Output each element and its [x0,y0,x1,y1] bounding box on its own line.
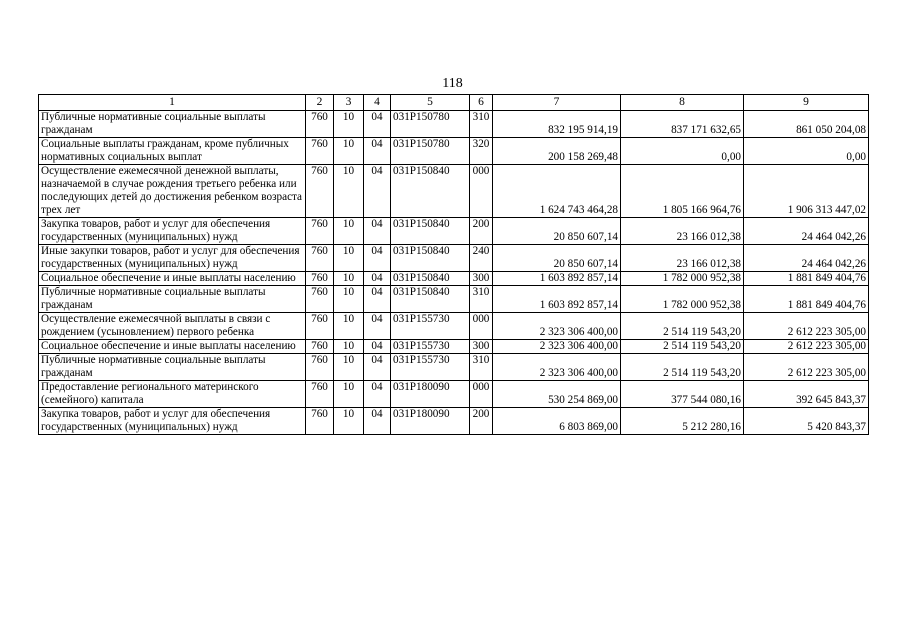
ministry-code-cell: 760 [306,138,334,165]
amount-year1-cell: 2 323 306 400,00 [493,354,621,381]
amount-year3-cell: 1 906 313 447,02 [744,165,869,218]
target-article-cell: 031Р150840 [391,286,470,313]
expense-type-cell: 000 [470,381,493,408]
section-code-cell: 10 [334,313,364,340]
target-article-cell: 031Р180090 [391,408,470,435]
target-article-cell: 031Р150840 [391,218,470,245]
expense-type-cell: 310 [470,111,493,138]
ministry-code-cell: 760 [306,354,334,381]
column-header: 6 [470,95,493,111]
table-row [39,245,869,272]
amount-year2-cell: 1 805 166 964,76 [621,165,744,218]
amount-year3-cell: 1 881 849 404,76 [744,272,869,286]
row-name-cell: Социальное обеспечение и иные выплаты населению [39,340,306,354]
ministry-code-cell: 760 [306,245,334,272]
column-header: 8 [621,95,744,111]
amount-year2-cell: 1 782 000 952,38 [621,286,744,313]
subsection-code-cell: 04 [364,340,391,354]
budget-table [38,94,869,435]
target-article-cell: 031Р150840 [391,245,470,272]
row-name-cell: Закупка товаров, работ и услуг для обеспечения государственных (муниципальных) нужд [39,218,306,245]
section-code-cell: 10 [334,272,364,286]
subsection-code-cell: 04 [364,381,391,408]
amount-year1-cell: 1 603 892 857,14 [493,286,621,313]
expense-type-cell: 320 [470,138,493,165]
amount-year1-cell: 1 603 892 857,14 [493,272,621,286]
section-code-cell: 10 [334,286,364,313]
amount-year3-cell: 1 881 849 404,76 [744,286,869,313]
section-code-cell: 10 [334,111,364,138]
amount-year3-cell: 861 050 204,08 [744,111,869,138]
subsection-code-cell: 04 [364,138,391,165]
ministry-code-cell: 760 [306,313,334,340]
row-name-cell: Публичные нормативные социальные выплаты гражданам [39,286,306,313]
expense-type-cell: 300 [470,272,493,286]
amount-year1-cell: 530 254 869,00 [493,381,621,408]
table-row [39,165,869,218]
column-header: 2 [306,95,334,111]
section-code-cell: 10 [334,138,364,165]
subsection-code-cell: 04 [364,408,391,435]
amount-year1-cell: 2 323 306 400,00 [493,340,621,354]
column-header: 7 [493,95,621,111]
amount-year2-cell: 377 544 080,16 [621,381,744,408]
amount-year2-cell: 23 166 012,38 [621,218,744,245]
section-code-cell: 10 [334,354,364,381]
table-row [39,138,869,165]
subsection-code-cell: 04 [364,218,391,245]
column-header: 5 [391,95,470,111]
row-name-cell: Иные закупки товаров, работ и услуг для обеспечения государственных (муниципальных) нужд [39,245,306,272]
amount-year3-cell: 2 612 223 305,00 [744,340,869,354]
page-number: 118 [442,76,463,91]
expense-type-cell: 240 [470,245,493,272]
section-code-cell: 10 [334,381,364,408]
amount-year2-cell: 2 514 119 543,20 [621,340,744,354]
ministry-code-cell: 760 [306,272,334,286]
subsection-code-cell: 04 [364,354,391,381]
target-article-cell: 031Р150780 [391,111,470,138]
target-article-cell: 031Р150840 [391,165,470,218]
amount-year2-cell: 2 514 119 543,20 [621,354,744,381]
amount-year3-cell: 24 464 042,26 [744,245,869,272]
ministry-code-cell: 760 [306,218,334,245]
target-article-cell: 031Р155730 [391,354,470,381]
table-row [39,111,869,138]
subsection-code-cell: 04 [364,313,391,340]
section-code-cell: 10 [334,408,364,435]
column-number-row [39,95,869,111]
amount-year2-cell: 837 171 632,65 [621,111,744,138]
amount-year1-cell: 832 195 914,19 [493,111,621,138]
column-header: 3 [334,95,364,111]
amount-year2-cell: 2 514 119 543,20 [621,313,744,340]
subsection-code-cell: 04 [364,245,391,272]
table-row [39,272,869,286]
row-name-cell: Публичные нормативные социальные выплаты гражданам [39,354,306,381]
subsection-code-cell: 04 [364,165,391,218]
target-article-cell: 031Р150840 [391,272,470,286]
row-name-cell: Осуществление ежемесячной денежной выплаты, назначаемой в случае рождения третьего ребенка или последующих детей до достижения ребенком возраста трех лет [39,165,306,218]
table-row [39,313,869,340]
section-code-cell: 10 [334,245,364,272]
expense-type-cell: 200 [470,218,493,245]
amount-year3-cell: 392 645 843,37 [744,381,869,408]
table-row [39,354,869,381]
expense-type-cell: 300 [470,340,493,354]
amount-year2-cell: 0,00 [621,138,744,165]
section-code-cell: 10 [334,340,364,354]
amount-year1-cell: 200 158 269,48 [493,138,621,165]
column-header: 9 [744,95,869,111]
column-header: 4 [364,95,391,111]
table-row [39,340,869,354]
amount-year3-cell: 2 612 223 305,00 [744,313,869,340]
row-name-cell: Социальное обеспечение и иные выплаты населению [39,272,306,286]
amount-year1-cell: 20 850 607,14 [493,218,621,245]
amount-year3-cell: 2 612 223 305,00 [744,354,869,381]
column-header: 1 [39,95,306,111]
ministry-code-cell: 760 [306,286,334,313]
amount-year1-cell: 20 850 607,14 [493,245,621,272]
table-body [39,95,869,435]
amount-year1-cell: 1 624 743 464,28 [493,165,621,218]
ministry-code-cell: 760 [306,408,334,435]
section-code-cell: 10 [334,218,364,245]
section-code-cell: 10 [334,165,364,218]
amount-year2-cell: 23 166 012,38 [621,245,744,272]
table-row [39,286,869,313]
ministry-code-cell: 760 [306,165,334,218]
subsection-code-cell: 04 [364,286,391,313]
table-row [39,408,869,435]
ministry-code-cell: 760 [306,111,334,138]
target-article-cell: 031Р180090 [391,381,470,408]
expense-type-cell: 000 [470,313,493,340]
table-row [39,381,869,408]
ministry-code-cell: 760 [306,340,334,354]
expense-type-cell: 200 [470,408,493,435]
amount-year3-cell: 24 464 042,26 [744,218,869,245]
row-name-cell: Осуществление ежемесячной выплаты в связи с рождением (усыновлением) первого ребенка [39,313,306,340]
amount-year2-cell: 5 212 280,16 [621,408,744,435]
ministry-code-cell: 760 [306,381,334,408]
amount-year3-cell: 0,00 [744,138,869,165]
target-article-cell: 031Р150780 [391,138,470,165]
row-name-cell: Закупка товаров, работ и услуг для обеспечения государственных (муниципальных) нужд [39,408,306,435]
row-name-cell: Социальные выплаты гражданам, кроме публичных нормативных социальных выплат [39,138,306,165]
amount-year3-cell: 5 420 843,37 [744,408,869,435]
table-row [39,218,869,245]
row-name-cell: Публичные нормативные социальные выплаты гражданам [39,111,306,138]
amount-year2-cell: 1 782 000 952,38 [621,272,744,286]
expense-type-cell: 310 [470,286,493,313]
subsection-code-cell: 04 [364,111,391,138]
row-name-cell: Предоставление регионального материнского (семейного) капитала [39,381,306,408]
expense-type-cell: 310 [470,354,493,381]
amount-year1-cell: 2 323 306 400,00 [493,313,621,340]
target-article-cell: 031Р155730 [391,340,470,354]
subsection-code-cell: 04 [364,272,391,286]
amount-year1-cell: 6 803 869,00 [493,408,621,435]
target-article-cell: 031Р155730 [391,313,470,340]
expense-type-cell: 000 [470,165,493,218]
